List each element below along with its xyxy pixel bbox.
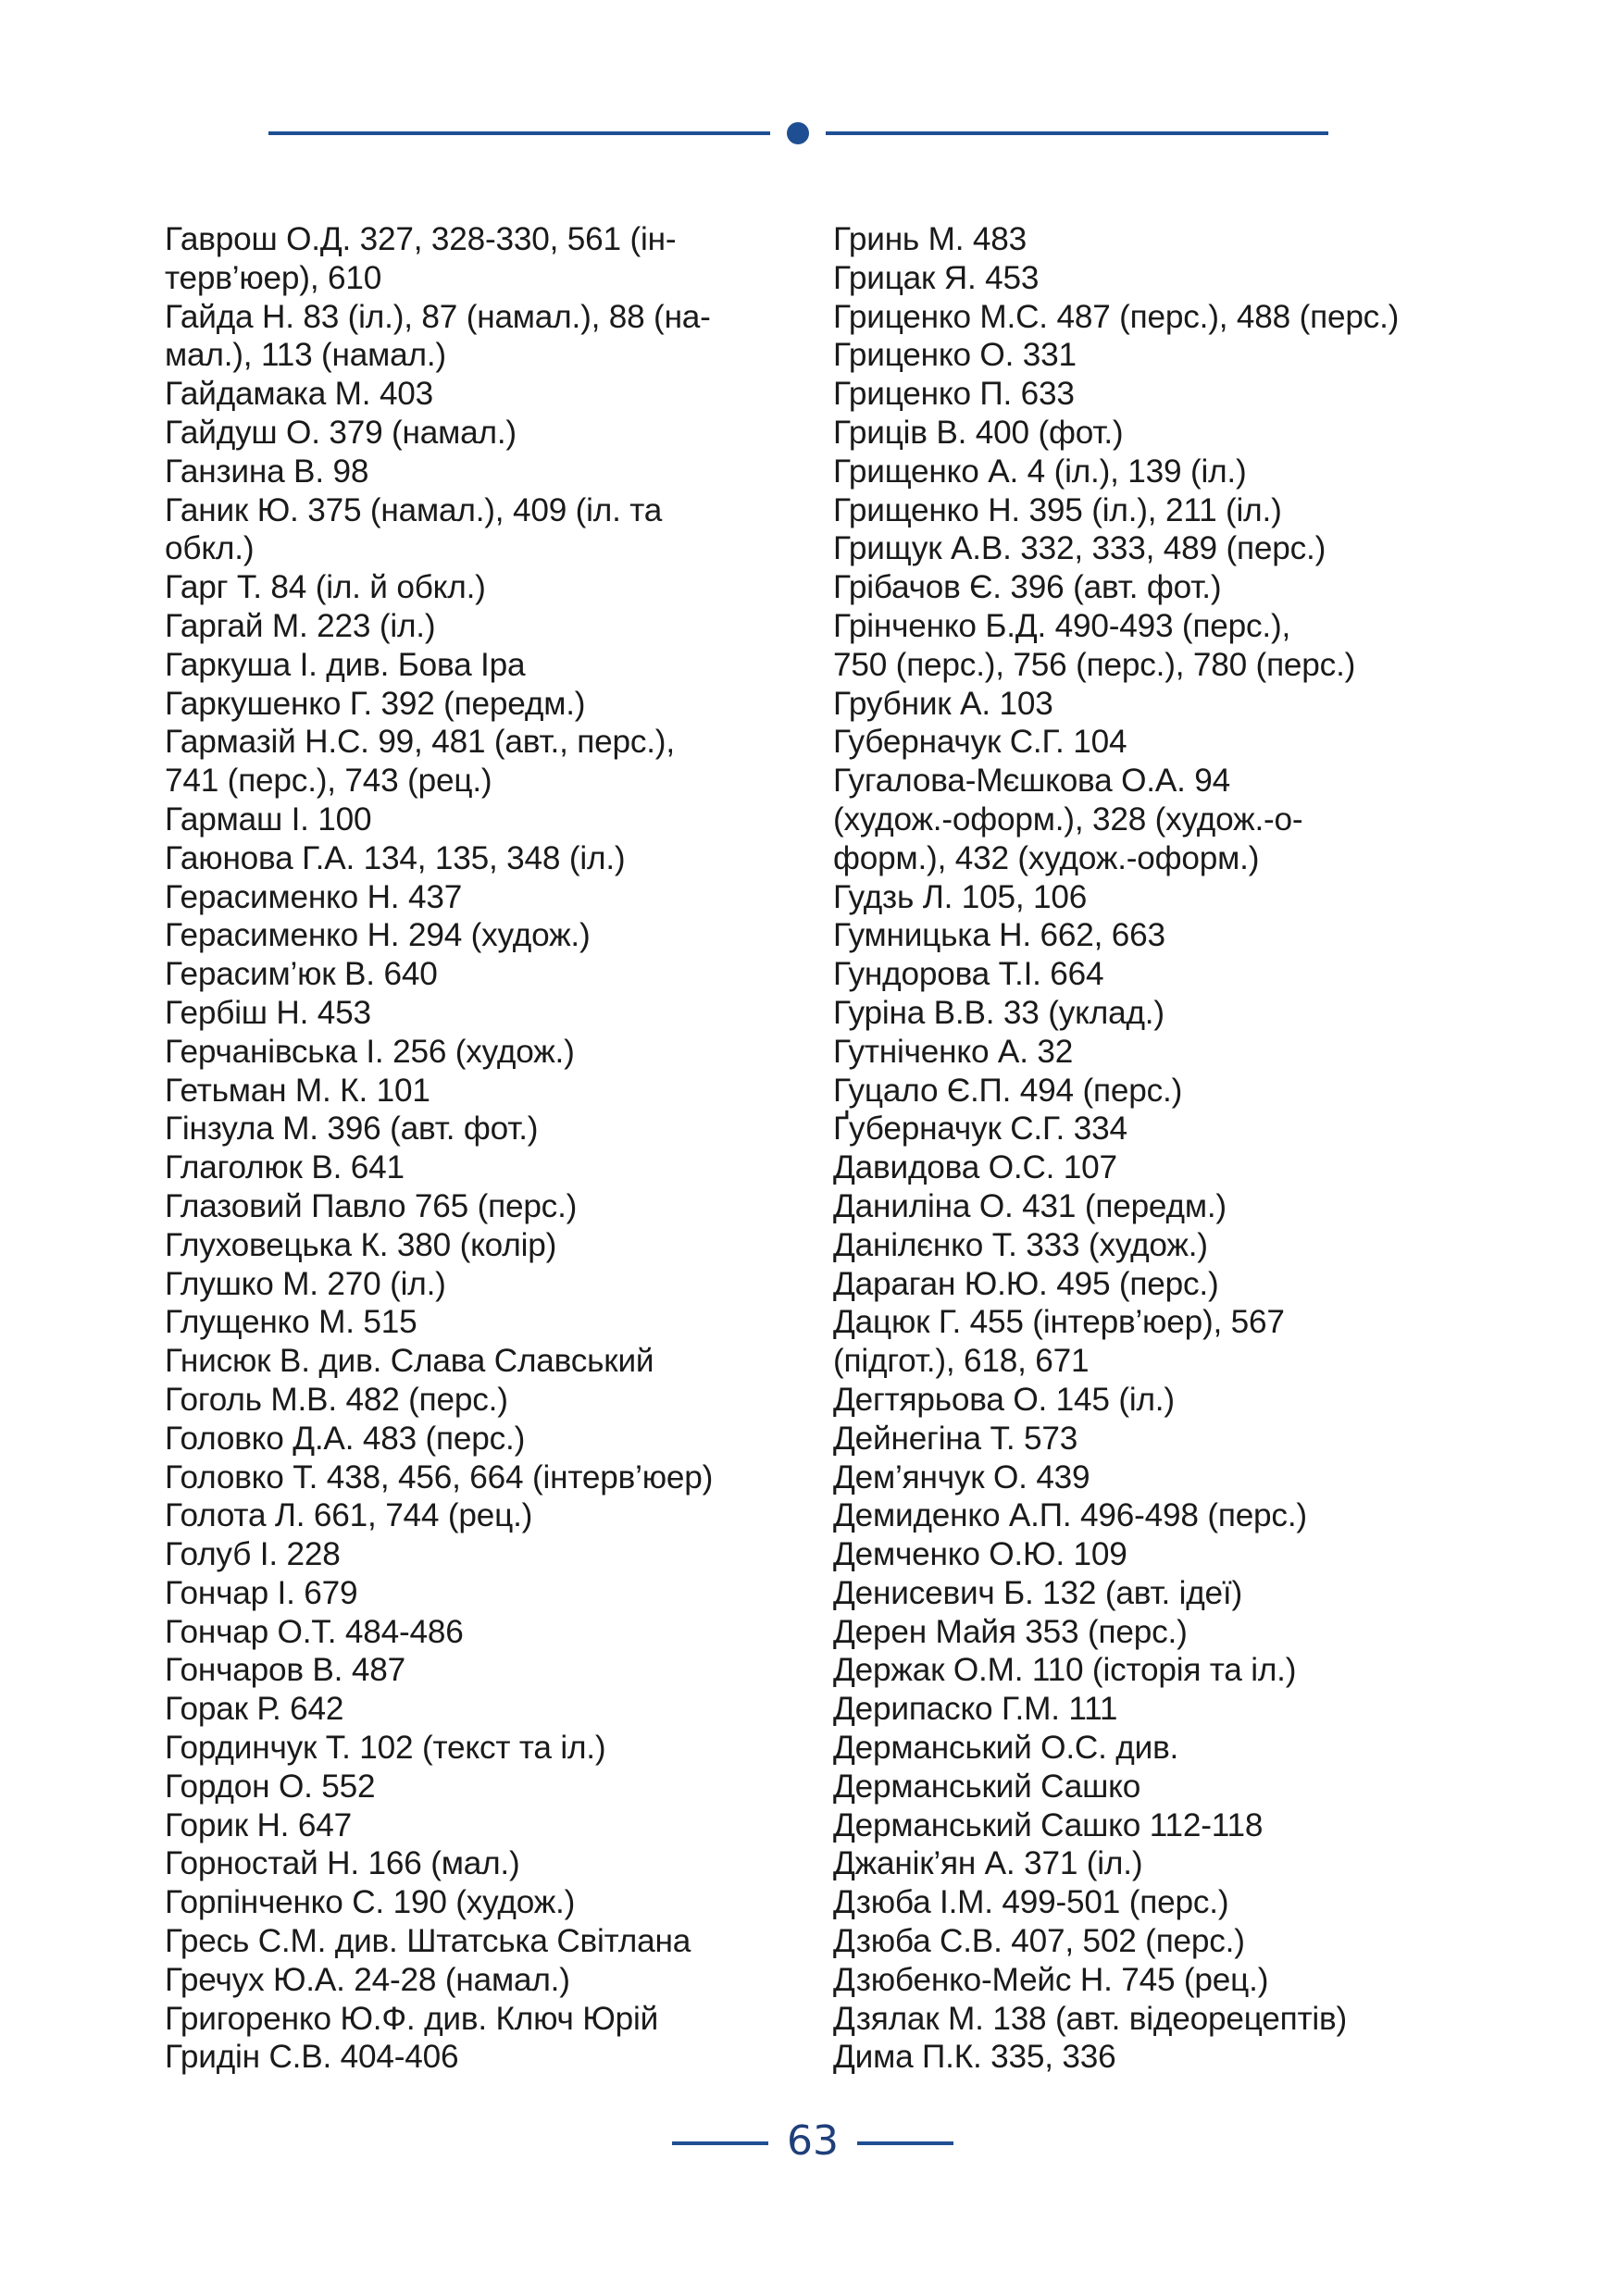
index-entry: Герасименко Н. 437 [165,878,463,915]
index-entry: Гайдуш О. 379 (намал.) [165,414,517,451]
index-entry: Гриценко П. 633 [833,376,1075,413]
index-entry: Демиденко А.П. 496-498 (перс.) [833,1497,1307,1534]
index-entry: Грищенко Н. 395 (іл.), 211 (іл.) [833,491,1282,528]
index-entry: Гринь М. 483 [833,221,1027,257]
index-entry: Гаркуша І. див. Бова Іра [165,646,526,683]
footer-rule-right [857,2141,953,2145]
index-entry: Ганзина В. 98 [165,453,369,490]
index-entry: Дерманський О.С. див. [833,1730,1179,1767]
index-entry: Гармазій Н.С. 99, 481 (авт., перс.), 741 (перс.), 743 (рец.) [165,724,675,800]
index-entry: Голота Л. 661, 744 (рец.) [165,1497,533,1534]
index-entry: Данілєнко Т. 333 (худож.) [833,1226,1208,1263]
index-entry: Дзюба І.М. 499-501 (перс.) [833,1884,1229,1921]
index-entry: Григоренко Ю.Ф. див. Ключ Юрій [165,2000,659,2037]
index-entry: Гнисюк В. див. Слава Славський [165,1343,654,1380]
index-entry: Гуцало Є.П. 494 (перс.) [833,1072,1183,1109]
index-entry: Гундорова Т.І. 664 [833,956,1104,993]
index-entry: Губерначук С.Г. 104 [833,724,1127,761]
index-entry: Гординчук Т. 102 (текст та іл.) [165,1730,606,1767]
index-entry: Гридін С.В. 404-406 [165,2039,459,2076]
index-entry: Гречух Ю.А. 24-28 (намал.) [165,1961,570,1998]
index-entry: Дейнегіна Т. 573 [833,1420,1078,1457]
index-entry: Грібачов Є. 396 (авт. фот.) [833,569,1222,606]
index-entry: Гінзула М. 396 (авт. фот.) [165,1111,539,1148]
index-column-right [833,220,1481,2077]
page-number: 63 [787,2117,839,2165]
index-entry: Головко Т. 438, 456, 664 (інтерв’юер) [165,1458,714,1496]
index-entry: Гарг Т. 84 (іл. й обкл.) [165,569,486,606]
index-entry: Гриценко О. 331 [833,337,1077,374]
index-entry: Грищенко А. 4 (іл.), 139 (іл.) [833,453,1247,490]
index-entry: Гайда Н. 83 (іл.), 87 (намал.), 88 (на- мал.), 113 (намал.) [165,298,711,374]
index-entry: Дзюба С.В. 407, 502 (перс.) [833,1923,1245,1960]
index-entry: Денисевич Б. 132 (авт. ідеї) [833,1574,1243,1611]
page-footer [0,2114,1619,2169]
index-entry: Гетьман М. К. 101 [165,1072,430,1109]
index-entry: Глуховецька К. 380 (колір) [165,1226,557,1263]
index-entry: Дерманський Сашко [833,1768,1141,1805]
header-rule-right [826,131,1328,135]
index-entry: Грицак Я. 453 [833,259,1040,296]
index-entry: Горик Н. 647 [165,1806,352,1843]
index-entry: Грінченко Б.Д. 490-493 (перс.), 750 (перс.), 756 (перс.), 780 (перс.) [833,607,1356,683]
index-entry: Джанік’ян А. 371 (іл.) [833,1845,1143,1882]
index-entry: Гутніченко А. 32 [833,1033,1074,1070]
index-entry: Гербіш Н. 453 [165,994,371,1031]
index-entry: Ганик Ю. 375 (намал.), 409 (іл. та обкл.) [165,491,663,567]
index-entry: Глазовий Павло 765 (перс.) [165,1187,578,1224]
index-entry: Горностай Н. 166 (мал.) [165,1845,520,1882]
index-entry: Глушко М. 270 (іл.) [165,1265,446,1302]
index-entry: Дегтярьова О. 145 (іл.) [833,1381,1175,1418]
index-entry: Грищук А.В. 332, 333, 489 (перс.) [833,530,1326,567]
index-entry: Глаголюк В. 641 [165,1149,405,1186]
index-entry: Гуріна В.В. 33 (уклад.) [833,994,1164,1031]
index-entry: Дима П.К. 335, 336 [833,2039,1116,2076]
index-entry: Головко Д.А. 483 (перс.) [165,1420,526,1457]
index-entry: Гаврош О.Д. 327, 328-330, 561 (ін- терв’юер), 610 [165,221,677,296]
index-entry: Гончар О.Т. 484-486 [165,1613,464,1650]
index-entry: Дзялак М. 138 (авт. відеорецептів) [833,2000,1348,2037]
index-entry: Горпінченко С. 190 (худож.) [165,1884,576,1921]
index-entry: Давидова О.С. 107 [833,1149,1117,1186]
index-entry: Гончаров В. 487 [165,1652,405,1689]
index-entry: Гаркушенко Г. 392 (передм.) [165,685,586,722]
index-entry: Дараган Ю.Ю. 495 (перс.) [833,1265,1219,1302]
index-entry: Ґуберначук С.Г. 334 [833,1111,1127,1148]
index-entry: Гаюнова Г.А. 134, 135, 348 (іл.) [165,839,626,876]
index-entry: Дем’янчук О. 439 [833,1458,1090,1496]
index-entry: Держак О.М. 110 (історія та іл.) [833,1652,1297,1689]
footer-rule-left [672,2141,768,2145]
index-entry: Дацюк Г. 455 (інтерв’юер), 567 (підгот.), 618, 671 [833,1304,1285,1380]
index-entry: Демченко О.Ю. 109 [833,1536,1127,1573]
index-entry: Герасименко Н. 294 (худож.) [165,917,591,954]
header-dot [787,122,809,144]
index-entry: Гриценко М.С. 487 (перс.), 488 (перс.) [833,298,1400,335]
index-entry: Дерипаско Г.М. 111 [833,1691,1118,1728]
index-entry: Гаргай М. 223 (іл.) [165,607,436,644]
index-entry: Дерманський Сашко 112-118 [833,1806,1264,1843]
index-entry: Гордон О. 552 [165,1768,376,1805]
index-entry: Гончар І. 679 [165,1574,358,1611]
index-entry: Гармаш І. 100 [165,800,372,838]
index-entry: Герасим’юк В. 640 [165,956,438,993]
index-entry: Гоголь М.В. 482 (перс.) [165,1381,508,1418]
index-entry: Голуб І. 228 [165,1536,341,1573]
index-entry: Герчанівська І. 256 (худож.) [165,1033,575,1070]
index-entry: Грубник А. 103 [833,685,1053,722]
header-rule-left [268,131,770,135]
index-entry: Глущенко М. 515 [165,1304,417,1341]
index-entry: Гудзь Л. 105, 106 [833,878,1088,915]
index-entry: Гугалова-Мєшкова О.А. 94 (худож.-оформ.), 328 (худож.-о- форм.), 432 (худож.-оформ.) [833,763,1303,876]
index-entry: Гресь С.М. див. Штатська Світлана [165,1923,691,1960]
index-entry: Даниліна О. 431 (передм.) [833,1187,1227,1224]
index-entry: Горак Р. 642 [165,1691,344,1728]
index-entry: Гумницька Н. 662, 663 [833,917,1165,954]
index-entry: Гайдамака М. 403 [165,376,434,413]
index-entry: Гриців В. 400 (фот.) [833,414,1124,451]
index-entry: Дзюбенко-Мейс Н. 745 (рец.) [833,1961,1269,1998]
index-entry: Дерен Майя 353 (перс.) [833,1613,1188,1650]
index-column-left [165,220,813,2077]
